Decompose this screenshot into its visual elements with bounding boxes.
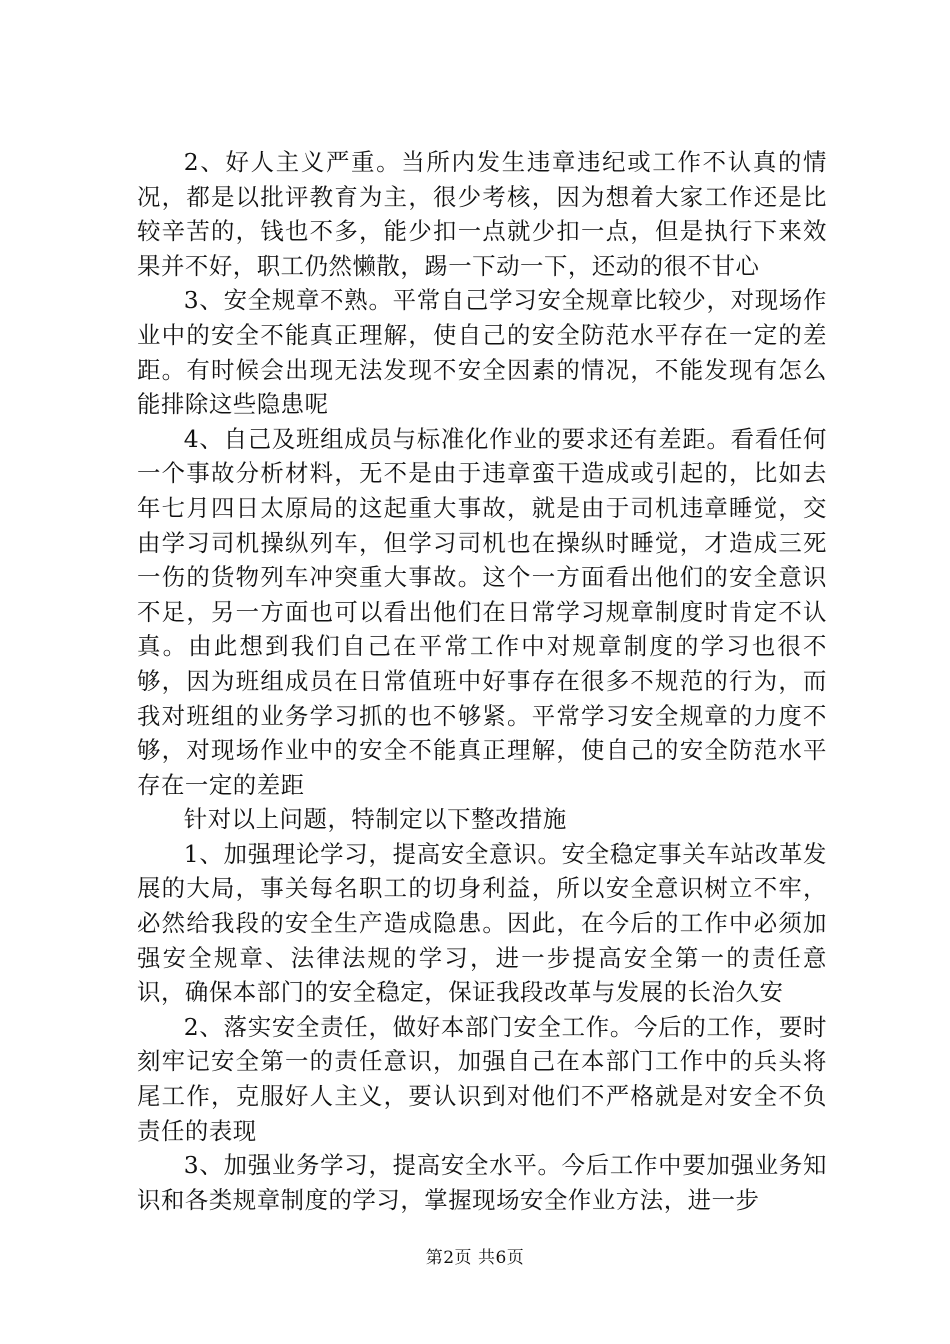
paragraph-item-4-standardization: 4、自己及班组成员与标准化作业的要求还有差距。看看任何一个事故分析材料，无不是由于违章蛮干造成或引起的，比如去年七月四日太原局的这起重大事故，就是由于司机违章睡觉，交由学习司机操纵列车，但学习司机也在操纵时睡觉，才造成三死一伤的货物列车冲突重大事故。这个一方面看出他们的安全意识不足，另一方面也可以看出他们在日常学习规章制度时肯定不认真。由此想到我们自己在平常工作中对规章制度的学习也很不够，因为班组成员在日常值班中好事存在很多不规范的行为，而我对班组的业务学习抓的也不够紧。平常学习安全规章的力度不够，对现场作业中的安全不能真正理解，使自己的安全防范水平存在一定的差距 [137, 424, 827, 799]
paragraph-item-3-safety-rules: 3、安全规章不熟。平常自己学习安全规章比较少，对现场作业中的安全不能真正理解，使自己的安全防范水平存在一定的差距。有时候会出现无法发现不安全因素的情况，不能发现有怎么能排除这些隐患呢 [137, 286, 827, 419]
paragraph-rectification-intro: 针对以上问题，特制定以下整改措施 [183, 805, 567, 834]
document-body [137, 145, 827, 1217]
paragraph-measure-1: 1、加强理论学习，提高安全意识。安全稳定事关车站改革发展的大局，事关每名职工的切身利益，所以安全意识树立不牢，必然给我段的安全生产造成隐患。因此，在今后的工作中必须加强安全规章、法律法规的学习，进一步提高安全第一的责任意识，确保本部门的安全稳定，保证我段改革与发展的长治久安 [137, 839, 827, 1007]
paragraph-measure-3: 3、加强业务学习，提高安全水平。今后工作中要加强业务知识和各类规章制度的学习，掌握现场安全作业方法，进一步 [137, 1151, 827, 1214]
paragraph-measure-2: 2、落实安全责任，做好本部门安全工作。今后的工作，要时刻牢记安全第一的责任意识，加强自己在本部门工作中的兵头将尾工作，克服好人主义，要认识到对他们不严格就是对安全不负责任的表现 [137, 1012, 827, 1145]
page-number-footer: 第2页 共6页 [425, 1248, 525, 1268]
paragraph-item-2-good-person: 2、好人主义严重。当所内发生违章违纪或工作不认真的情况，都是以批评教育为主，很少考核，因为想着大家工作还是比较辛苦的，钱也不多，能少扣一点就少扣一点，但是执行下来效果并不好，职工仍然懒散，踢一下动一下，还动的很不甘心 [137, 148, 827, 280]
